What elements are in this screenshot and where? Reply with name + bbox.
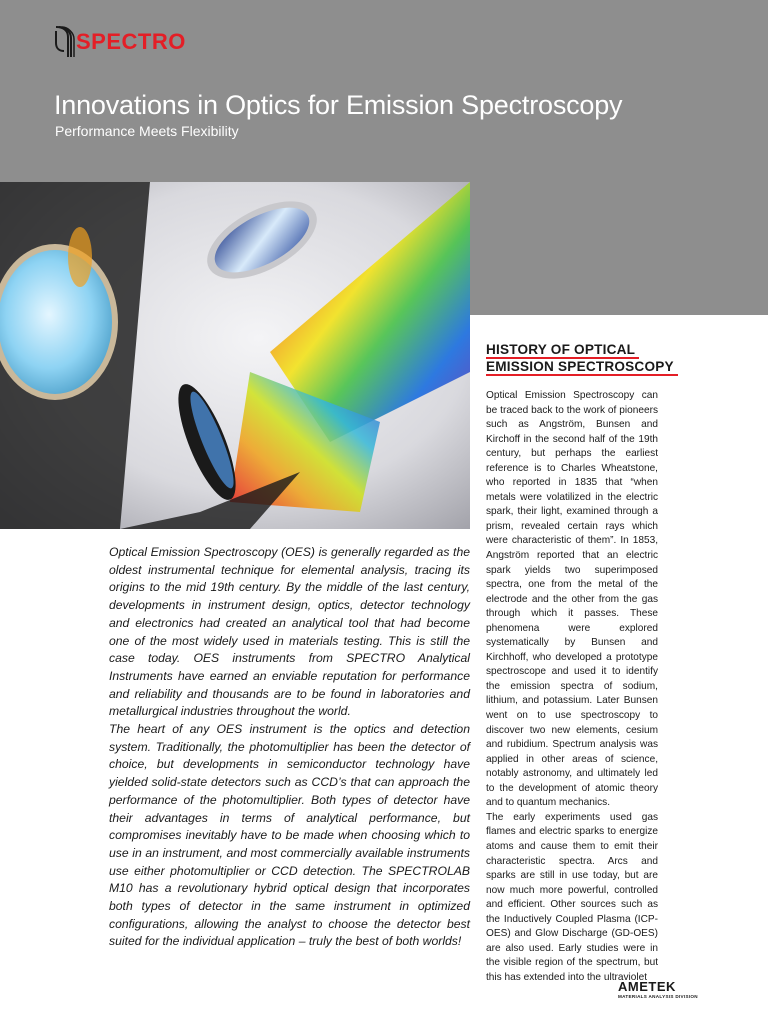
brand-name: SPECTRO (76, 29, 186, 54)
history-paragraph-1: Optical Emission Spectroscopy can be traced back to the work of pioneers such as Angström, Bunsen and Kirchoff in the second half of the 19th century, but perhaps the earliest reference is to Charles Wheatstone, who reported in 1835 that “when metals were volatilized in the electric spark, their light, examined through a prism, revealed certain rays which were characteristic of them”. In 1853, Angström reported that an electric spark yields two superimposed spectra, one from the metal of the electrode and the other from the gas through which it passes. These phenomena were explored systematically by Bunsen and Kirchhoff, who developed a prototype spectroscope and used it to identify the emission spectra of sodium, lithium, and potassium. Later Bunsen went on to use spectroscopy to discover two new elements, cesium and rubidium. Spectrum analysis was applied in other areas of science, notably astronomy, and ultimately led to the development of atomic theory and to quantum mechanics. (486, 390, 658, 809)
ametek-logo (618, 980, 718, 999)
history-heading-line-1: HISTORY OF OPTICAL (486, 342, 639, 359)
optics-prism-image (0, 182, 470, 529)
hero-image (0, 182, 470, 529)
header-band-extension (470, 182, 768, 315)
page-subtitle: Performance Meets Flexibility (55, 123, 239, 139)
spectro-logo (54, 22, 186, 62)
intro-paragraph-1: Optical Emission Spectroscopy (OES) is generally regarded as the oldest instrumental technique for elemental analysis, tracing its origins to the mid 19th century. By the middle of the last century, developments in instrument design, optics, detector technology and electronics had created an analytical tool that had become one of the most widely used in materials testing. This is still the case today. OES instruments from SPECTRO Analytical Instruments have earned an enviable reputation for performance and reliability and thousands are to be found in laboratories and metallurgical industries throughout the world. (109, 545, 470, 719)
history-text (486, 389, 658, 983)
page-title: Innovations in Optics for Emission Spectroscopy (54, 90, 623, 120)
history-heading-line-2: EMISSION SPECTROSCOPY (486, 359, 678, 376)
ametek-name: AMETEK (618, 979, 676, 994)
history-paragraph-2: The early experiments used gas flames and electric sparks to energize atoms and cause them to emit their characteristic spectra. Arcs and sparks are still in use today, but are now much more powerful, controlled and efficient. Other sources such as the Inductively Coupled Plasma (ICP-OES) and Glow Discharge (GD-OES) are also used. Early studies were in the visible region of the spectrum, but this has extended into the ultraviolet (486, 811, 658, 983)
intro-text (109, 544, 470, 951)
ametek-division: MATERIALS ANALYSIS DIVISION (618, 994, 698, 999)
intro-paragraph-2: The heart of any OES instrument is the optics and detection system. Traditionally, the photomultiplier has been the detector of choice, but developments in semiconductor technology have yielded solid-state detectors such as CCD’s that can approach the performance of the photomultiplier. Both types of detector have their advantages in terms of analytical performance, but compromises inevitably have to be made when choosing which to use in an instrument, and most commercially available instruments use either photomultiplier or CCD detection. The SPECTROLAB M10 has a revolutionary hybrid optical design that incorporates both types of detector in the same instrument in optimized configurations, allowing the analyst to choose the detector best suited for the individual application – truly the best of both worlds! (109, 722, 470, 949)
spectro-logo-icon (54, 23, 74, 61)
history-heading (486, 342, 716, 376)
